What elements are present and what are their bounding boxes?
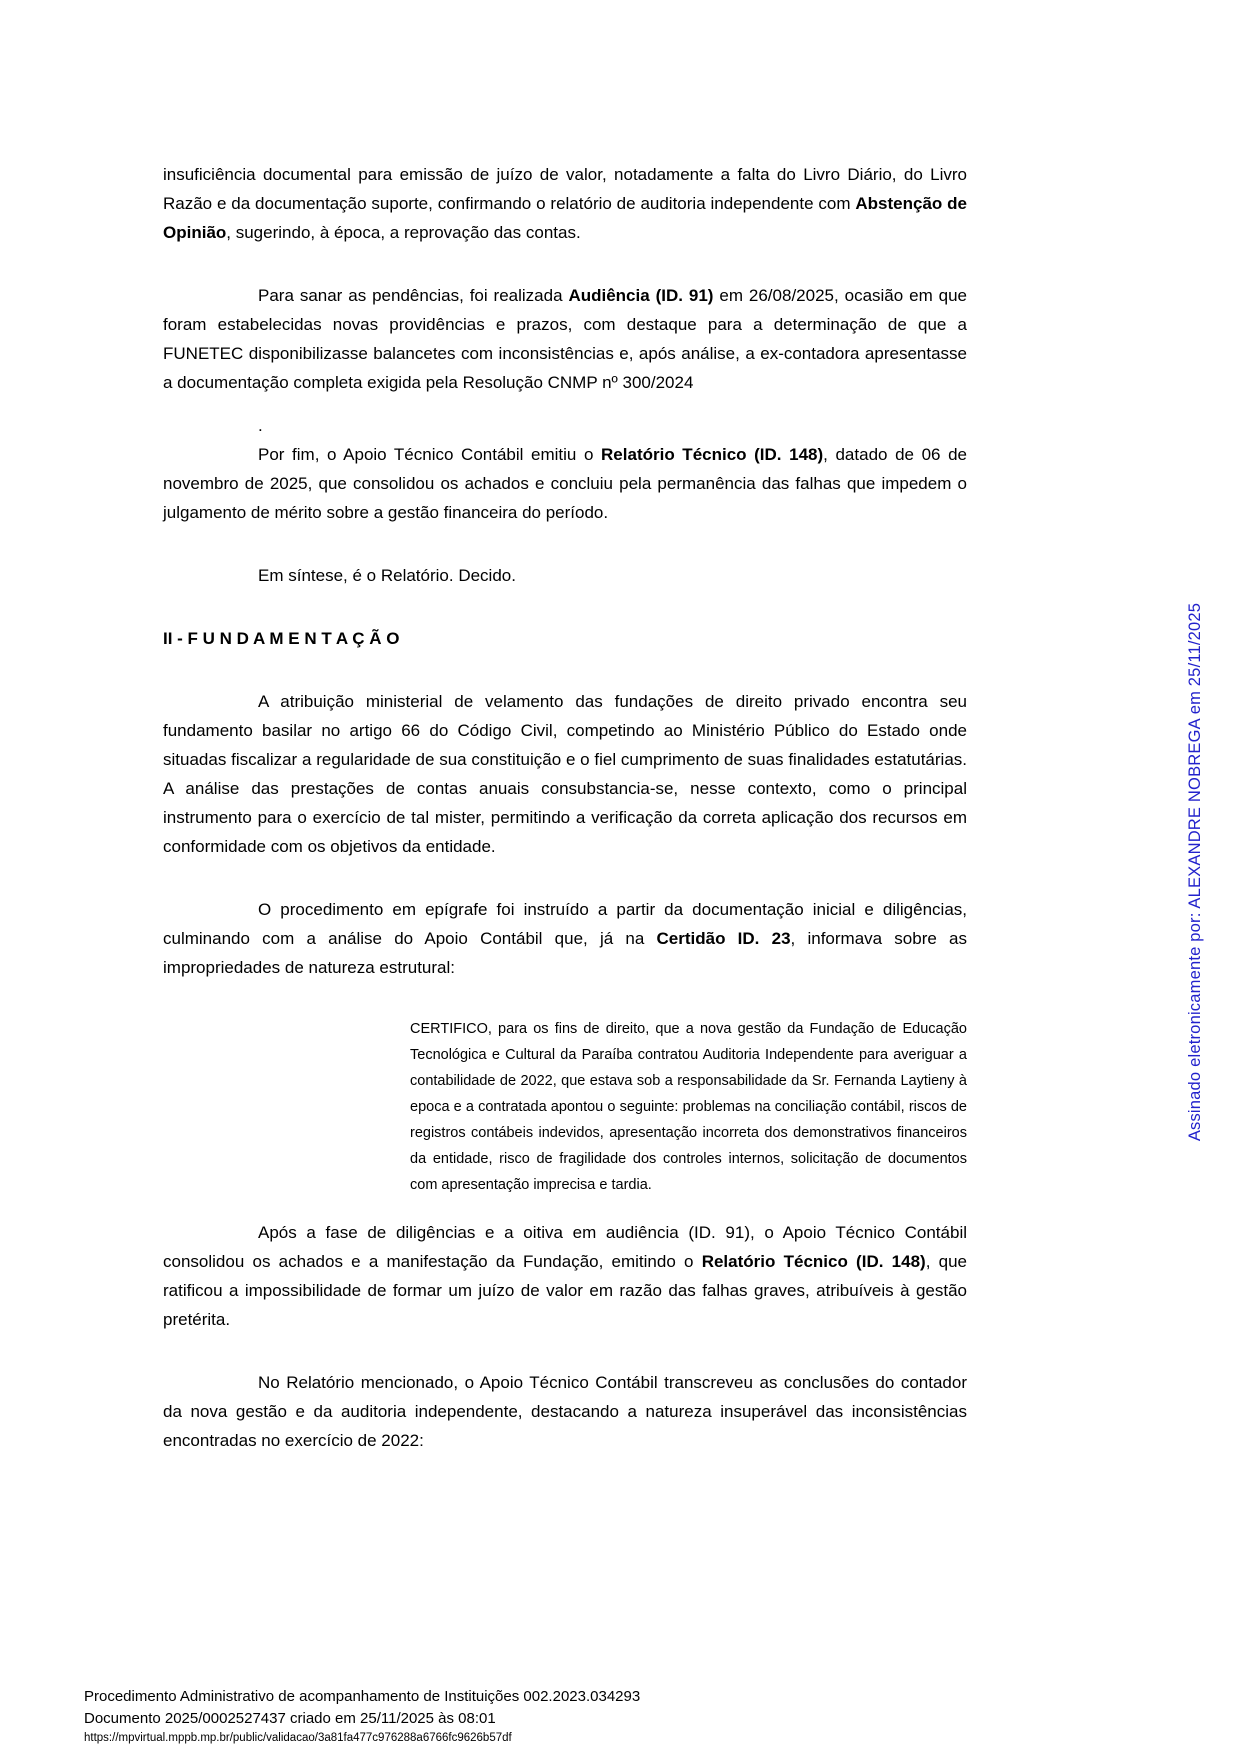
text-segment: Para sanar as pendências, foi realizada: [258, 286, 569, 305]
text-segment: Por fim, o Apoio Técnico Contábil emitiu o: [258, 445, 602, 464]
paragraph-por-fim: [163, 440, 967, 527]
footer-validation-url: https://mpvirtual.mppb.mp.br/public/validacao/3a81fa477c976288a6766fc9626b57df: [84, 1732, 512, 1744]
document-body: [163, 160, 967, 1489]
electronic-signature-text: Assinado eletronicamente por: ALEXANDRE NOBREGA em 25/11/2025: [1186, 602, 1204, 1142]
paragraph-procedimento-epigrafe: [163, 895, 967, 982]
text-segment: , sugerindo, à época, a reprovação das contas.: [226, 223, 581, 242]
bold-relatorio-tecnico-id-148: Relatório Técnico (ID. 148): [701, 1252, 926, 1271]
document-footer: [84, 1686, 984, 1746]
text-segment: insuficiência documental para emissão de juízo de valor, notadamente a falta do Livro Diário, do Livro Razão e da documentação suporte, confirmando o relatório de auditoria independente com: [163, 165, 967, 213]
stray-period-line: .: [258, 416, 263, 435]
bold-certidao-id-23: Certidão ID. 23: [656, 929, 791, 948]
text-segment: , que ratificou a impossibilidade de formar um juízo de valor em razão das falhas graves, atribuíveis à gestão pretérita.: [163, 1252, 968, 1329]
bold-relatorio-tecnico-id-148: Relatório Técnico (ID. 148): [601, 445, 824, 464]
text-segment: Após a fase de diligências e a oitiva em audiência (ID. 91), o Apoio Técnico Contábil consolidou os achados e a manifestação da Fundação, emitindo o: [163, 1223, 967, 1271]
text-segment: em 26/08/2025, ocasião em que foram estabelecidas novas providências e prazos, com destaque para a determinação de que a FUNETEC disponibilizasse balancetes com inconsistências e, após análise, a ex-contadora apresentasse a documentação completa exigida pela Resolução CNMP nº 300/2024: [163, 286, 967, 392]
footer-procedimento-line: Procedimento Administrativo de acompanhamento de Instituições 002.2023.034293: [84, 1688, 641, 1705]
paragraph-no-relatorio: No Relatório mencionado, o Apoio Técnico Contábil transcreveu as conclusões do contador da nova gestão e da auditoria independente, destacando a natureza insuperável das inconsistências encontradas no exercício de 2022:: [163, 1373, 967, 1450]
section-heading-fundamentacao: II - F U N D A M E N T A Ç Ã O: [163, 629, 400, 648]
bold-abstencao-de-opiniao: Abstenção de Opinião: [163, 194, 967, 242]
paragraph-audiencia: [163, 281, 967, 397]
text-segment: , informava sobre as impropriedades de natureza estrutural:: [163, 929, 967, 977]
paragraph-em-sintese: Em síntese, é o Relatório. Decido.: [258, 566, 516, 585]
paragraph-atribuicao-ministerial: A atribuição ministerial de velamento das fundações de direito privado encontra seu fundamento basilar no artigo 66 do Código Civil, competindo ao Ministério Público do Estado onde situadas fiscalizar a regularidade de sua constituição e o fiel cumprimento de suas finalidades estatutárias. A análise das prestações de contas anuais consubstancia-se, nesse contexto, como o principal instrumento para o exercício de tal mister, permitindo a verificação da correta aplicação dos recursos em conformidade com os objetivos da entidade.: [163, 692, 967, 856]
paragraph-insuficiencia: [163, 160, 967, 247]
paragraph-apos-fase: [163, 1218, 967, 1334]
text-segment: , datado de 06 de novembro de 2025, que consolidou os achados e concluiu pela permanência das falhas que impedem o julgamento de mérito sobre a gestão financeira do período.: [163, 445, 967, 522]
text-segment: O procedimento em epígrafe foi instruído a partir da documentação inicial e diligências, culminando com a análise do Apoio Contábil que, já na: [163, 900, 967, 948]
bold-audiencia-id-91: Audiência (ID. 91): [568, 286, 714, 305]
footer-documento-line: Documento 2025/0002527437 criado em 25/11/2025 às 08:01: [84, 1710, 496, 1727]
blockquote-certifico: CERTIFICO, para os fins de direito, que a nova gestão da Fundação de Educação Tecnológica e Cultural da Paraíba contratou Auditoria Independente para averiguar a contabilidade de 2022, que estava sob a responsabilidade da Sr. Fernanda Laytieny à epoca e a contratada apontou o seguinte: problemas na conciliação contábil, riscos de registros contábeis indevidos, apresentação incorreta dos demonstrativos financeiros da entidade, risco de fragilidade dos controles internos, solicitação de documentos com apresentação imprecisa e tardia.: [410, 1021, 967, 1193]
